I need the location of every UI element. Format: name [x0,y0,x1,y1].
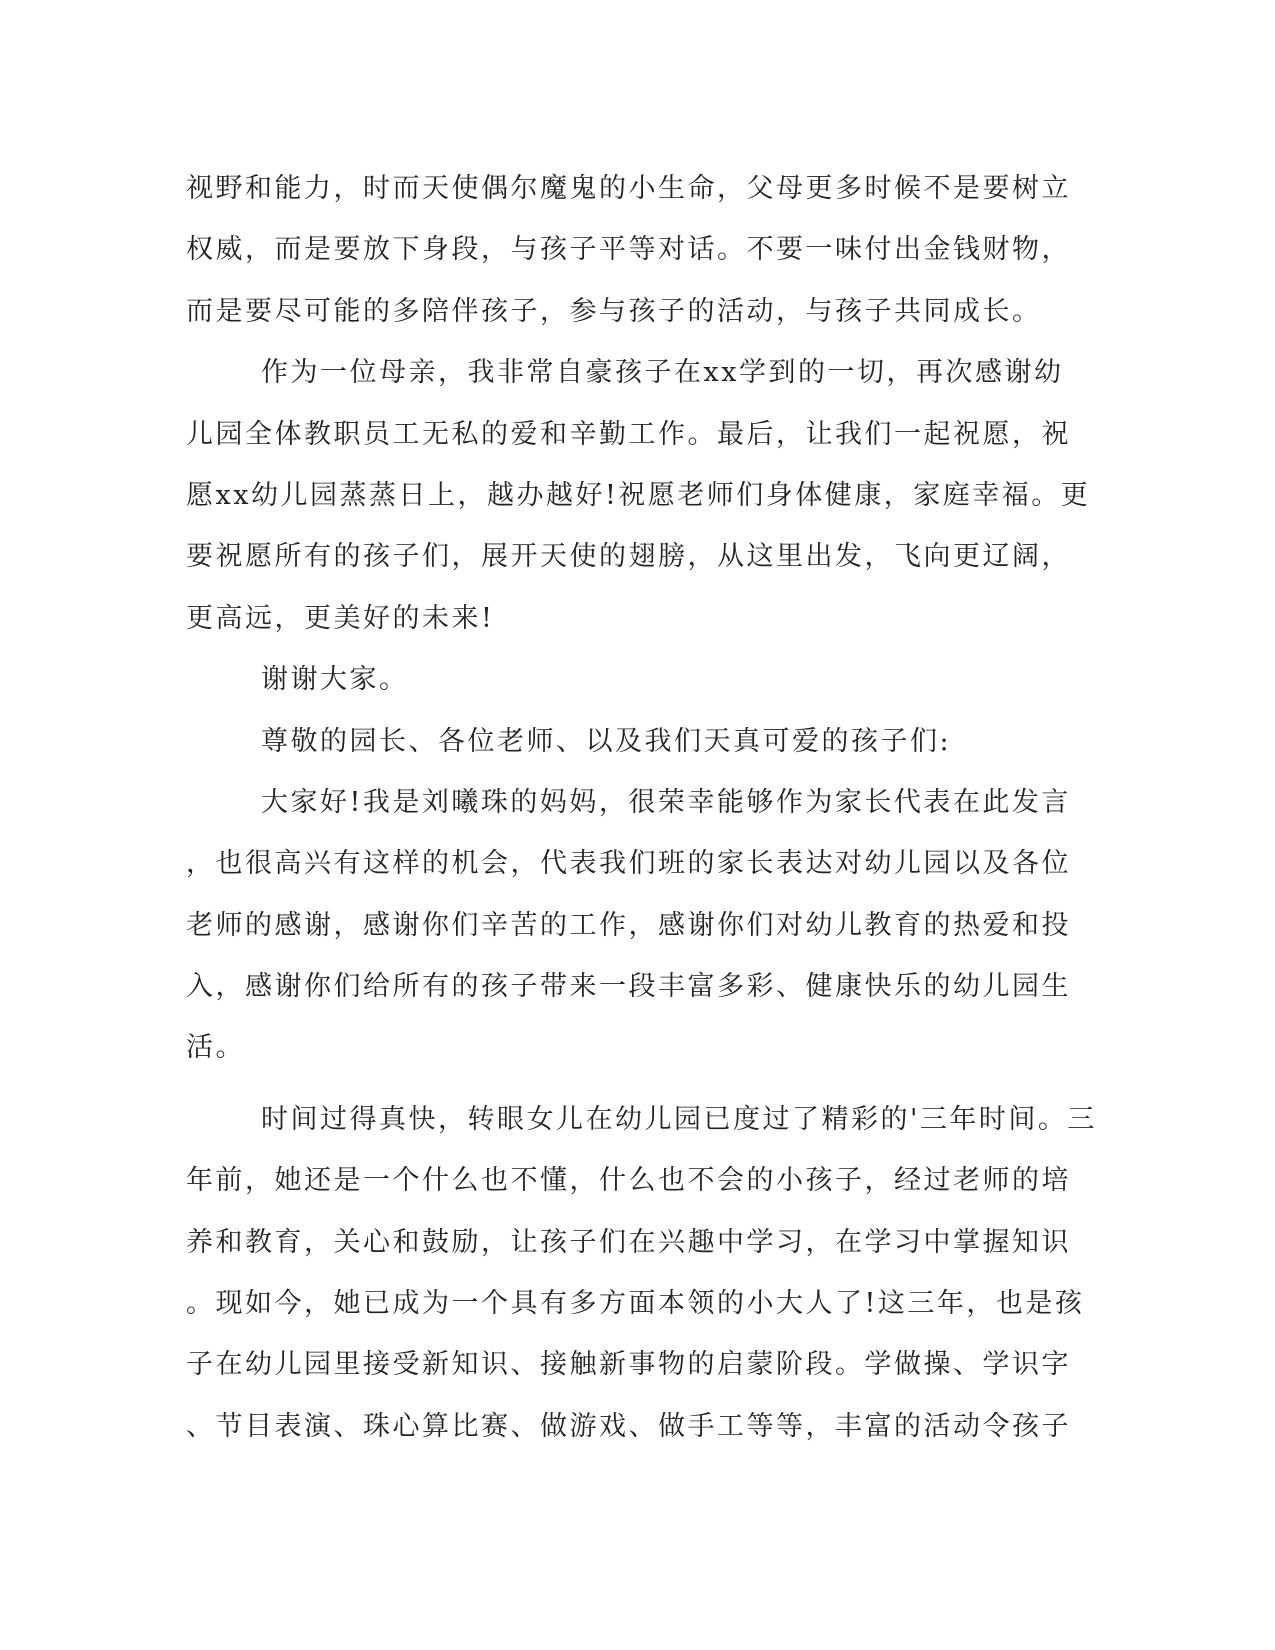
paragraph-start-line: 作为一位母亲，我非常自豪孩子在xx学到的一切，再次感谢幼 [261,357,1064,389]
text-line: 视野和能力，时而天使偶尔魔鬼的小生命，父母更多时候不是要树立 [186,173,1071,204]
text-line: 子在幼儿园里接受新知识、接触新事物的启蒙阶段。学做操、学识字 [186,1349,1071,1381]
salutation-line: 尊敬的园长、各位老师、以及我们天真可爱的孩子们: [261,725,952,757]
document-body [186,158,1097,1457]
text-line: 入，感谢你们给所有的孩子带来一段丰富多彩、健康快乐的幼儿园生 [186,971,1071,1003]
closing-line: 谢谢大家。 [261,664,409,696]
text-line: ，也很高兴有这样的机会，代表我们班的家长表达对幼儿园以及各位 [186,848,1071,880]
text-line: 愿xx幼儿园蒸蒸日上，越办越好!祝愿老师们身体健康，家庭幸福。更 [186,479,1091,511]
text-line: 要祝愿所有的孩子们，展开天使的翅膀，从这里出发，飞向更辽阔， [186,541,1071,573]
text-line: 而是要尽可能的多陪伴孩子，参与孩子的活动，与孩子共同成长。 [186,295,1042,327]
paragraph-start-line: 大家好!我是刘曦珠的妈妈，很荣幸能够作为家长代表在此发言 [261,786,1071,818]
text-line: 。现如今，她已成为一个具有多方面本领的小大人了!这三年，也是孩 [186,1288,1085,1320]
text-line: 更高远，更美好的未来! [186,602,495,634]
text-line: 活。 [186,1032,245,1064]
paragraph-start-line: 时间过得真快，转眼女儿在幼儿园已度过了精彩的'三年时间。三 [261,1103,1097,1135]
text-line: 养和教育，关心和鼓励，让孩子们在兴趣中学习，在学习中掌握知识 [186,1226,1071,1258]
text-line: 老师的感谢，感谢你们辛苦的工作，感谢你们对幼儿教育的热爱和投 [186,909,1071,941]
text-line: 、节目表演、珠心算比赛、做游戏、做手工等等，丰富的活动令孩子 [186,1410,1071,1442]
text-line: 年前，她还是一个什么也不懂，什么也不会的小孩子，经过老师的培 [186,1165,1071,1197]
text-line: 儿园全体教职员工无私的爱和辛勤工作。最后，让我们一起祝愿，祝 [186,418,1071,450]
text-line: 权威，而是要放下身段，与孩子平等对话。不要一味付出金钱财物， [186,234,1071,266]
